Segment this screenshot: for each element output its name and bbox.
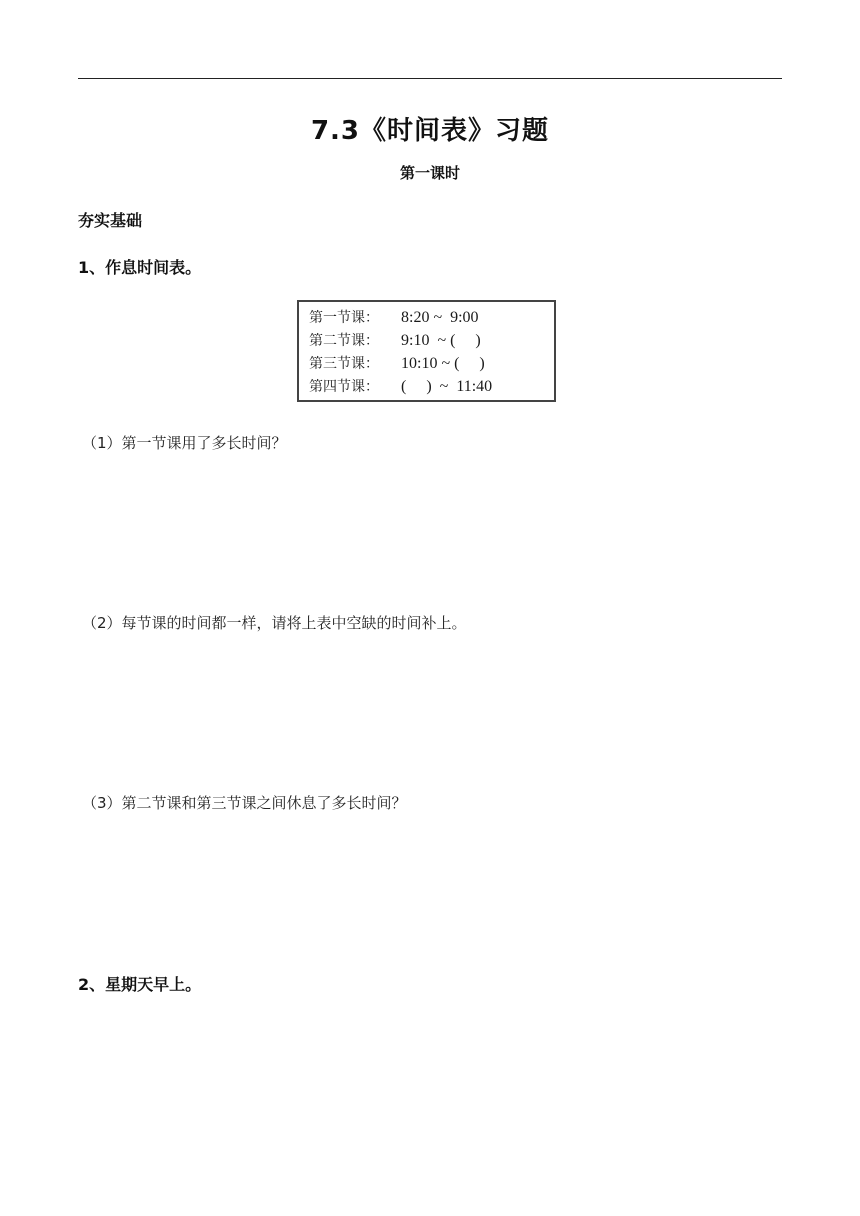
subquestion-2: （2）每节课的时间都一样，请将上表中空缺的时间补上。 (82, 614, 467, 632)
question-1-text: 1、作息时间表。 (78, 258, 202, 277)
schedule-label: 第一节课： (309, 310, 379, 326)
schedule-table (297, 300, 556, 402)
schedule-time: 10:10 ~ ( ) (401, 355, 485, 372)
schedule-time: 8:20 ~ 9:00 (401, 309, 479, 326)
schedule-time: ( ) ~ 11:40 (401, 378, 493, 395)
header-rule (78, 78, 782, 79)
schedule-row (309, 307, 554, 330)
schedule-row (309, 330, 554, 353)
page-subtitle: 第一课时 (399, 164, 460, 182)
subquestion-3: （3）第二节课和第三节课之间休息了多长时间？ (82, 794, 407, 812)
schedule-row (309, 376, 554, 399)
page-title: 7.3《时间表》习题 (310, 116, 550, 146)
schedule-row (309, 353, 554, 376)
section-heading: 夯实基础 (78, 211, 143, 230)
question-2-text: 2、星期天早上。 (78, 975, 202, 994)
subquestion-1: （1）第一节课用了多长时间？ (82, 434, 287, 452)
schedule-label: 第三节课： (309, 356, 379, 372)
schedule-label: 第二节课： (309, 333, 379, 349)
schedule-time: 9:10 ~ ( ) (401, 332, 481, 349)
schedule-label: 第四节课： (309, 379, 379, 395)
